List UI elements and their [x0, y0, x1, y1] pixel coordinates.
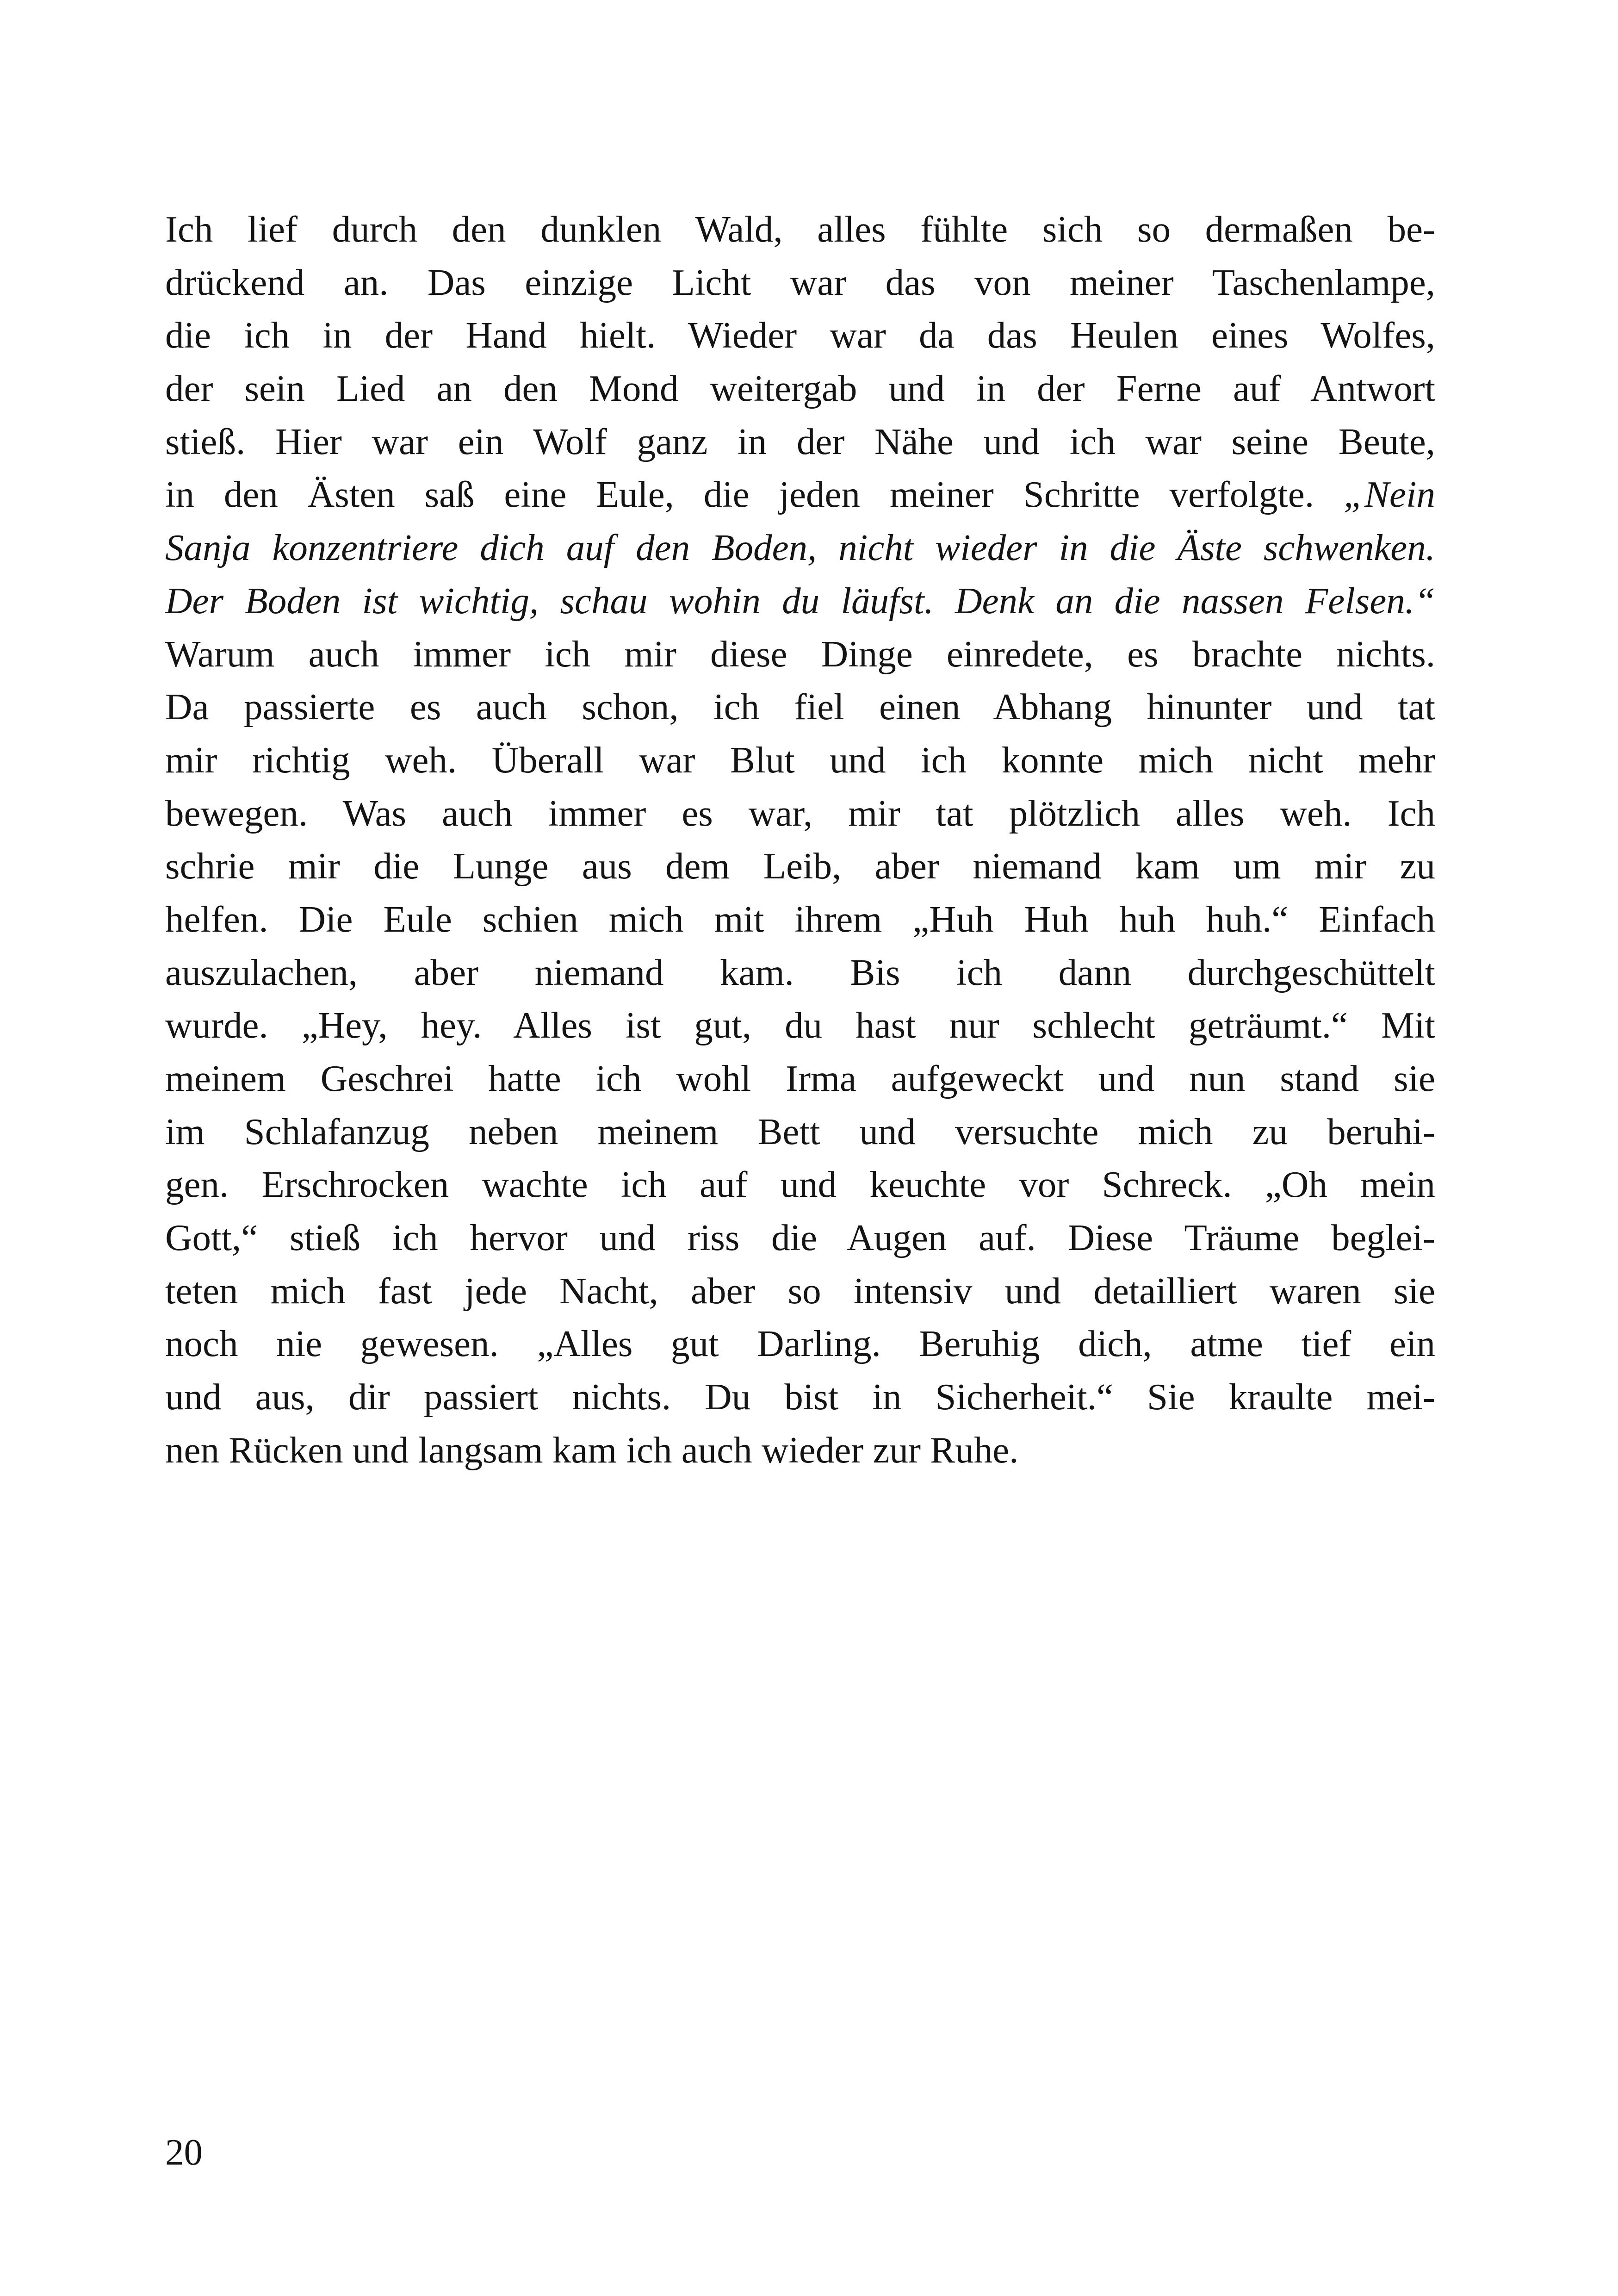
text-line — [165, 1264, 1435, 1318]
text-run: der sein Lied an den Mond weitergab und in der Ferne auf Antwort — [165, 367, 1435, 410]
text-run: helfen. Die Eule schien mich mit ihrem „Huh Huh huh huh.“ Einfach — [165, 898, 1435, 940]
italic-text-run: Der Boden ist wichtig, schau wohin du läufst. Denk an die nassen Felsen.“ — [165, 579, 1435, 622]
text-line — [165, 628, 1435, 681]
text-line — [165, 946, 1435, 999]
text-line — [165, 574, 1435, 628]
text-run: wurde. „Hey, hey. Alles ist gut, du hast nur schlecht geträumt.“ Mit — [165, 1004, 1435, 1046]
text-line — [165, 362, 1435, 415]
text-run: Gott,“ stieß ich hervor und riss die Augen auf. Diese Träume beglei- — [165, 1217, 1435, 1259]
text-line — [165, 680, 1435, 734]
text-run: gen. Erschrocken wachte ich auf und keuchte vor Schreck. „Oh mein — [165, 1164, 1435, 1206]
text-run: drückend an. Das einzige Licht war das von meiner Taschenlampe, — [165, 261, 1435, 303]
text-line — [165, 1211, 1435, 1264]
text-run: auszulachen, aber niemand kam. Bis ich dann durchgeschüttelt — [165, 951, 1435, 993]
text-line — [165, 309, 1435, 362]
text-line — [165, 1370, 1435, 1424]
text-line — [165, 734, 1435, 787]
text-line — [165, 1317, 1435, 1370]
italic-text-run: „Nein — [1343, 473, 1435, 516]
text-line — [165, 468, 1435, 521]
text-run: bewegen. Was auch immer es war, mir tat plötzlich alles weh. Ich — [165, 792, 1435, 834]
text-run: schrie mir die Lunge aus dem Leib, aber niemand kam um mir zu — [165, 845, 1435, 887]
text-line — [165, 1158, 1435, 1211]
body-text — [165, 203, 1435, 1477]
text-run: Ich lief durch den dunklen Wald, alles fühlte sich so dermaßen be- — [165, 208, 1435, 250]
text-run: mir richtig weh. Überall war Blut und ich konnte mich nicht mehr — [165, 739, 1435, 781]
text-line — [165, 1424, 1435, 1477]
italic-text-run: Sanja konzentriere dich auf den Boden, nicht wieder in die Äste schwenken. — [165, 527, 1435, 569]
text-line — [165, 415, 1435, 468]
text-run: teten mich fast jede Nacht, aber so intensiv und detailliert waren sie — [165, 1269, 1435, 1312]
text-run: in den Ästen saß eine Eule, die jeden meiner Schritte verfolgte. — [165, 473, 1344, 516]
text-line — [165, 1052, 1435, 1105]
text-run: meinem Geschrei hatte ich wohl Irma aufgeweckt und nun stand sie — [165, 1058, 1435, 1099]
text-run: Da passierte es auch schon, ich fiel einen Abhang hinunter und tat — [165, 686, 1435, 728]
text-run: noch nie gewesen. „Alles gut Darling. Beruhig dich, atme tief ein — [165, 1323, 1435, 1365]
text-run: im Schlafanzug neben meinem Bett und versuchte mich zu beruhi- — [165, 1110, 1435, 1152]
text-line — [165, 999, 1435, 1052]
text-line — [165, 840, 1435, 893]
text-line — [165, 787, 1435, 840]
text-line — [165, 1105, 1435, 1158]
text-line — [165, 256, 1435, 309]
page-number: 20 — [165, 2131, 203, 2173]
text-run: und aus, dir passiert nichts. Du bist in Sicherheit.“ Sie kraulte mei- — [165, 1376, 1435, 1418]
text-run: nen Rücken und langsam kam ich auch wieder zur Ruhe. — [165, 1429, 1019, 1471]
text-run: die ich in der Hand hielt. Wieder war da das Heulen eines Wolfes, — [165, 314, 1435, 356]
text-run: Warum auch immer ich mir diese Dinge einredete, es brachte nichts. — [165, 633, 1435, 675]
text-line — [165, 521, 1435, 574]
text-run: stieß. Hier war ein Wolf ganz in der Nähe und ich war seine Beute, — [165, 420, 1435, 462]
text-line — [165, 203, 1435, 256]
text-line — [165, 893, 1435, 946]
